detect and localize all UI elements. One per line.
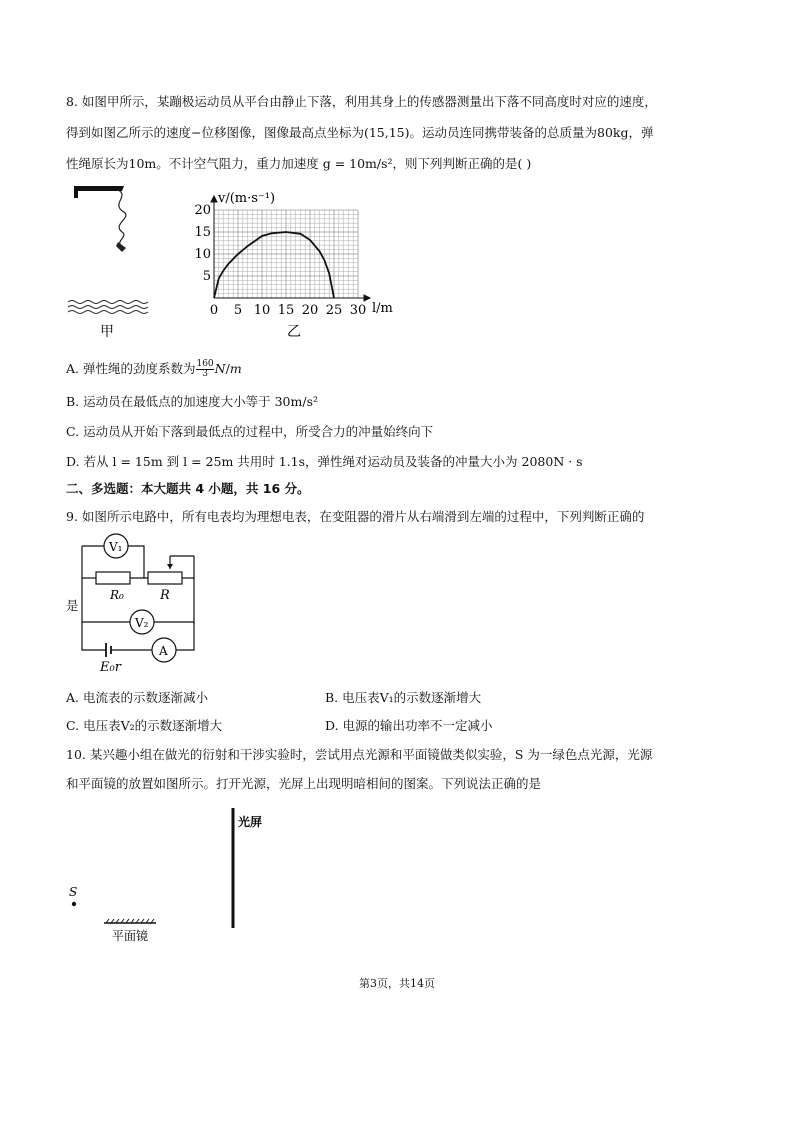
source-label: E₀r bbox=[100, 660, 121, 674]
x-tick-label: 30 bbox=[349, 303, 367, 318]
screen-label: 光屏 bbox=[238, 815, 263, 829]
rheostat-r bbox=[148, 572, 182, 584]
r-label: R bbox=[160, 588, 170, 603]
v1-label: V₁ bbox=[109, 540, 123, 554]
platform bbox=[74, 186, 124, 198]
mirror-screen-figure bbox=[60, 804, 300, 944]
q9-option-d: D. 电源的输出功率不一定减小 bbox=[325, 718, 493, 733]
r0-label: R₀ bbox=[110, 588, 124, 602]
ammeter-label: A bbox=[159, 644, 168, 658]
mirror-label: 平面镜 bbox=[112, 929, 149, 943]
point-source bbox=[72, 902, 76, 906]
chart-axes bbox=[211, 196, 370, 301]
q8-line1: 8. 如图甲所示，某蹦极运动员从平台由静止下落，利用其身上的传感器测量出下落不同高度时对应的速度， bbox=[66, 94, 657, 109]
velocity-displacement-chart bbox=[190, 186, 410, 346]
source-label: S bbox=[69, 885, 78, 899]
x-tick-label: 15 bbox=[277, 303, 295, 318]
v2-label: V₂ bbox=[135, 616, 149, 630]
q8-option-b: B. 运动员在最低点的加速度大小等于 30m/s² bbox=[66, 394, 319, 409]
page-footer: 第3页，共14页 bbox=[359, 977, 435, 990]
figure-jia bbox=[66, 182, 156, 342]
x-tick-label: 0 bbox=[209, 303, 219, 318]
x-tick-label: 20 bbox=[301, 303, 319, 318]
x-tick-label: 10 bbox=[253, 303, 271, 318]
q10-line1: 10. 某兴趣小组在做光的衍射和干涉实验时，尝试用点光源和平面镜做类似实验，S 为一绿色点光源，光源 bbox=[66, 747, 653, 762]
y-tick-label: 5 bbox=[202, 269, 211, 284]
q10-line2: 和平面镜的放置如图所示。打开光源，光屏上出现明暗相间的图案。下列说法正确的是 bbox=[66, 776, 542, 791]
q8-option-d: D. 若从 l = 15m 到 l = 25m 共用时 1.1s，弹性绳对运动员及装备的冲量大小为 2080N · s bbox=[66, 454, 583, 469]
y-tick-label: 20 bbox=[194, 203, 211, 218]
q8-option-c: C. 运动员从开始下落到最低点的过程中，所受合力的冲量始终向下 bbox=[66, 424, 434, 439]
q9-line1: 9. 如图所示电路中，所有电表均为理想电表，在变阻器的滑片从右端滑到左端的过程中，下列判断正确的 bbox=[66, 509, 645, 524]
q9-option-c: C. 电压表V₂的示数逐渐增大 bbox=[66, 718, 223, 733]
y-axis bbox=[211, 196, 217, 298]
y-tick-label: 10 bbox=[194, 247, 211, 262]
fig-yi-label: 乙 bbox=[287, 324, 301, 340]
chart-tick-labels bbox=[194, 203, 366, 318]
q8-line3: 性绳原长为10m。不计空气阻力，重力加速度 g = 10m/s²，则下列判断正确的是( ) bbox=[66, 156, 532, 171]
resistor-r0 bbox=[96, 572, 130, 584]
q8-line2: 得到如图乙所示的速度−位移图像，图像最高点坐标为(15,15)。运动员连同携带装备的总质量为80kg，弹 bbox=[66, 125, 654, 140]
bungee-cord bbox=[118, 190, 126, 244]
y-axis-label: v/(m·s⁻¹) bbox=[218, 191, 276, 206]
x-axis bbox=[214, 295, 370, 301]
q8-option-a: A. 弹性绳的劲度系数为 $\frac{160}{3}$ N/m bbox=[66, 359, 242, 379]
section-heading: 二、多选题：本大题共 4 小题，共 16 分。 bbox=[66, 481, 310, 496]
fig-jia-label: 甲 bbox=[100, 324, 114, 340]
jumper-figure bbox=[116, 242, 126, 252]
water-surface bbox=[68, 301, 148, 314]
chart-grid bbox=[214, 210, 358, 298]
q9-option-a: A. 电流表的示数逐渐减小 bbox=[66, 690, 208, 705]
battery bbox=[106, 643, 111, 657]
q9-line2: 是 bbox=[66, 598, 79, 613]
circuit-diagram bbox=[70, 532, 210, 674]
x-tick-label: 5 bbox=[233, 303, 243, 318]
velocity-curve bbox=[214, 232, 334, 298]
q9-option-b: B. 电压表V₁的示数逐渐增大 bbox=[325, 690, 482, 705]
x-axis-label: l/m bbox=[372, 301, 393, 316]
rheostat-slider bbox=[170, 556, 194, 569]
x-tick-label: 25 bbox=[325, 303, 343, 318]
y-tick-label: 15 bbox=[194, 225, 211, 240]
